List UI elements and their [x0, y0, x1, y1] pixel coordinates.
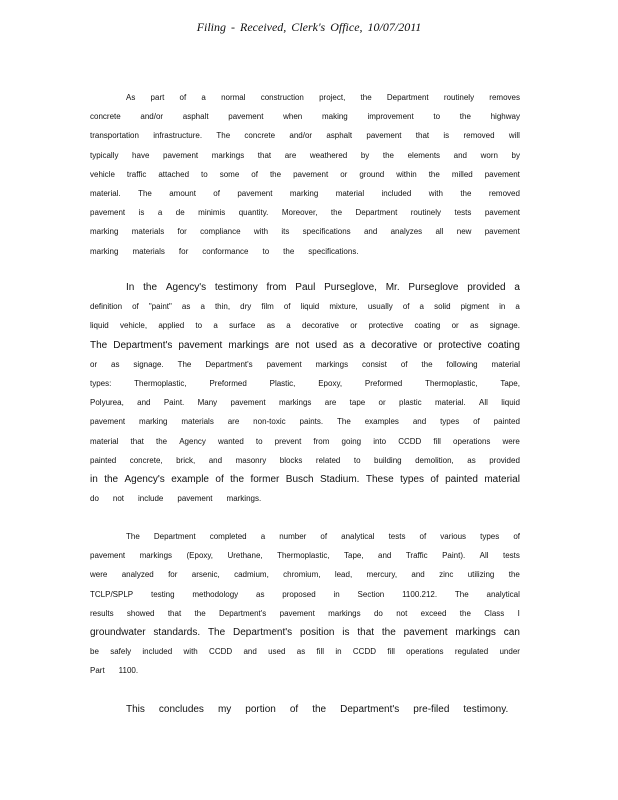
- text-line: typically have pavement markings that are weathered by the elements and worn by: [90, 150, 520, 160]
- text-line: Part 1100.: [90, 666, 139, 676]
- text-line: marking materials for conformance to the specifications.: [90, 246, 359, 256]
- text-line: The Department completed a number of analytical tests of various types of: [126, 532, 520, 541]
- text-line: were analyzed for arsenic, cadmium, chromium, lead, mercury, and zinc utilizing the: [90, 570, 520, 580]
- text-line: painted concrete, brick, and masonry blocks related to building demolition, as provided: [90, 455, 520, 465]
- text-line: groundwater standards. The Department's position is that the pavement markings can: [90, 626, 520, 638]
- text-line: material. The amount of pavement marking material included with the removed: [90, 188, 520, 198]
- text-line: or as signage. The Department's pavement markings consist of the following material: [90, 359, 520, 369]
- text-line: In the Agency's testimony from Paul Purseglove, Mr. Purseglove provided a: [126, 282, 520, 293]
- paragraph-construction-removal: [90, 88, 520, 261]
- text-line: vehicle traffic attached to some of the pavement or ground within the milled pavement: [90, 169, 520, 179]
- text-line: liquid vehicle, applied to a surface as a decorative or protective coating or as signage.: [90, 321, 520, 331]
- text-line: concrete and/or asphalt pavement when making improvement to the highway: [90, 112, 520, 122]
- text-line: This concludes my portion of the Department's pre-filed testimony.: [126, 704, 509, 715]
- text-line: definition of "paint" as a thin, dry film of liquid mixture, usually of a solid pigment in a: [90, 302, 520, 312]
- text-line: in the Agency's example of the former Busch Stadium. These types of painted material: [90, 473, 520, 485]
- text-line: The Department's pavement markings are not used as a decorative or protective coating: [90, 339, 520, 351]
- text-line: Polyurea, and Paint. Many pavement markings are tape or plastic material. All liquid: [90, 398, 520, 408]
- text-line: do not include pavement markings.: [90, 494, 262, 504]
- text-line: As part of a normal construction project, the Department routinely removes: [126, 93, 520, 102]
- text-line: results showed that the Department's pavement markings do not exceed the Class I: [90, 608, 520, 618]
- text-line: pavement is a de minimis quantity. Moreover, the Department routinely tests pavement: [90, 208, 520, 218]
- filing-header: Filing - Received, Clerk's Office, 10/07/2011: [196, 20, 422, 34]
- text-line: pavement marking materials are non-toxic paints. The examples and types of painted: [90, 417, 520, 427]
- text-line: be safely included with CCDD and used as fill in CCDD fill operations regulated under: [90, 647, 520, 657]
- text-line: material that the Agency wanted to prevent from going into CCDD fill operations were: [90, 436, 520, 446]
- paragraph-conclusion: [90, 700, 520, 719]
- text-line: transportation infrastructure. The concrete and/or asphalt pavement that is removed will: [90, 131, 520, 141]
- text-line: TCLP/SPLP testing methodology as proposed in Section 1100.212. The analytical: [90, 589, 520, 599]
- text-line: types: Thermoplastic, Preformed Plastic, Epoxy, Preformed Thermoplastic, Tape,: [90, 378, 520, 388]
- paragraph-analytical-tests: [90, 527, 520, 681]
- text-line: marking materials for compliance with its specifications and analyzes all new pavement: [90, 227, 520, 237]
- text-line: pavement markings (Epoxy, Urethane, Thermoplastic, Tape, and Traffic Paint). All tests: [90, 551, 520, 561]
- paragraph-paint-definition: [90, 278, 520, 508]
